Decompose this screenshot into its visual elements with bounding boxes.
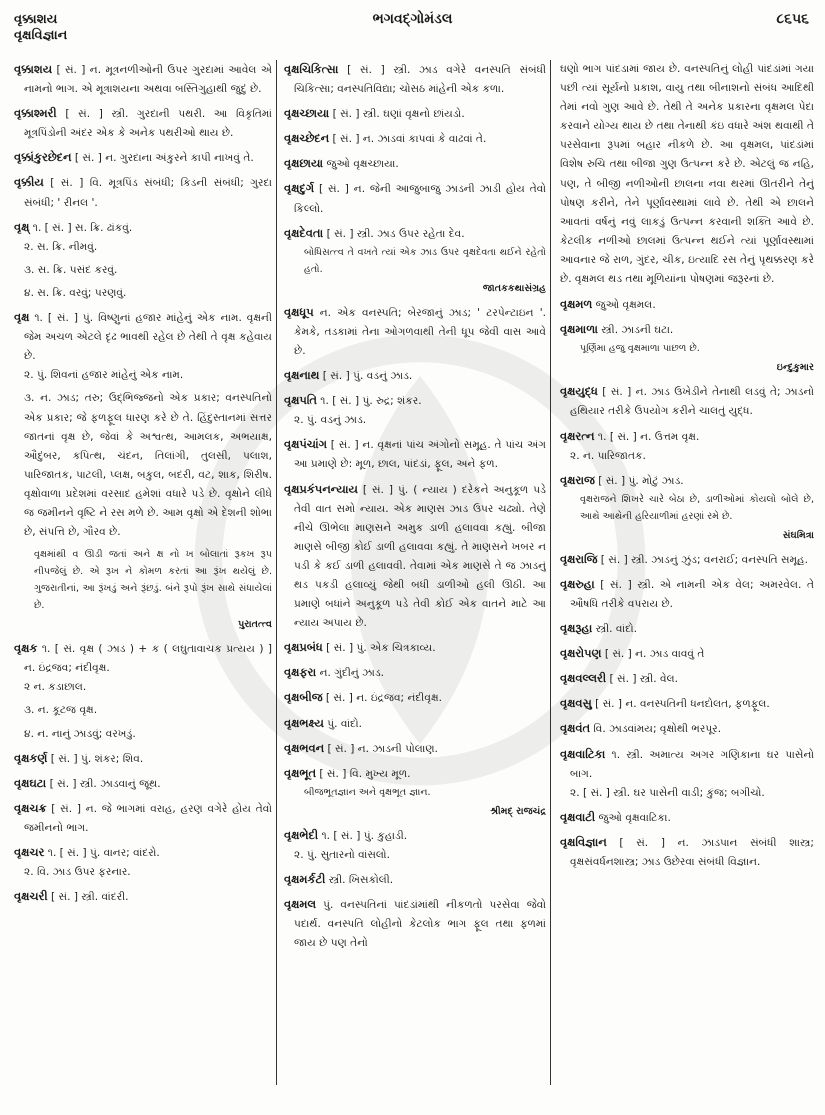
- entry-line: [560, 808, 814, 828]
- entry-line: [14, 218, 272, 238]
- headword: વૃક્ષભવન: [284, 740, 325, 755]
- sub-sense: ૨. પું. વડનું ઝાડ.: [294, 414, 367, 427]
- quote-source: શ્રીમદ્ રાજચંદ્ર: [490, 805, 546, 817]
- definition: [ સં. ] પું. મોટું ઝાડ.: [598, 474, 684, 487]
- dictionary-entry: [284, 154, 546, 174]
- definition: [ સં. ] ન. ઝાડ ઉખેડીને તેનાથી લડવું તે; ઝાડનો હથિયાર તરીકે ઉપયોગ કરીને ચાલતું યુદ્ધ.: [570, 386, 814, 418]
- definition: ૧. [ સં. વૃક્ષ ( ઝાડ ) + ક ( લઘુતાવાચક પ્રત્યય ) ] ન. ઇંદ્રજવ; નંદીવૃક્ષ.: [24, 643, 272, 675]
- sub-sense: ૩. સ. ક્રિ. પસંદ કરવું.: [24, 263, 118, 276]
- entry-line: [560, 320, 814, 340]
- entry-line: [284, 688, 546, 708]
- headword: વૃક્ષવલ્લરી: [560, 671, 607, 686]
- dictionary-entry: [284, 663, 546, 683]
- definition: [ સં. ] સ્ત્રી. ઝાડ ઉપર રહેતા દેવ.: [326, 227, 465, 240]
- dictionary-entry: [560, 719, 814, 739]
- dictionary-entry: [284, 714, 546, 734]
- usage-quote: વૃક્ષમાંથી વ ઊડી જતાં અને ક્ષ નો ખ બોલાતાં રૂકખ રૂપ નીપજેલું છે. એ રૂખ ને કોમળ કરતાં આ રૂંખ થયેલું છે. ગુજરાતીનાં, આ રૂંખડું અને રૂંછડું. બંને રૂપો રૂંખ સાથે સંધાયેલાં છે.: [34, 549, 272, 612]
- column-3: [560, 60, 814, 1090]
- usage-quote: બીજભૂતજ્ઞાન અને વૃક્ષભૂત જ્ઞાન.: [304, 786, 431, 798]
- dictionary-entry: [14, 639, 272, 743]
- sub-sense: ૩. ન. ઝાડ; તરુ; ઉદ્‌ભિજ્જનો એક પ્રકાર; વનસ્પતિનો એક પ્રકાર; જે ફળફૂલ ધારણ કરે છે તે. હિંદુસ્તાનમાં સત્તર જાતનાં વૃક્ષ છે, જેવાં કે અશ્વત્થ, આમલક, અભયાક્ષ, ઔદુંબર, કપિત્થ, ચંદન, તિલાંગી, તુલસી, પલાશ, પારિજાતક, પાટલી, પ્લક્ષ, બકુલ, બદરી, વટ, શાક, શિરીષ. વૃક્ષોવાળા પ્રદેશમાં વરસાદ હમેશાં વધારે પડે છે. વૃક્ષોને લીધે જ જમીનને વૃષ્ટિ ને રસ મળે છે. આમ વૃક્ષો એ દેશની શોભા છે, સંપત્તિ છે, ગૌરવ છે.: [24, 392, 272, 539]
- entry-line: [284, 895, 546, 953]
- quote-source: ઇન્દુકુમાર: [776, 362, 814, 374]
- headword: વૃક્કીય: [14, 175, 44, 190]
- dictionary-entry: [14, 60, 272, 99]
- dictionary-entry: [14, 749, 272, 769]
- headword: વૃક્ષક: [14, 641, 38, 656]
- entry-line: [284, 714, 546, 734]
- dictionary-entry: [284, 224, 546, 297]
- dictionary-entry: [284, 764, 546, 820]
- dictionary-title: ભગવદ્ગોમંડલ: [372, 11, 453, 27]
- dictionary-entry: [284, 688, 546, 708]
- page-number: ૮૬૫૬: [776, 11, 809, 27]
- dictionary-entry: [14, 843, 272, 882]
- definition: [ સં. ] ન. ગુરદાના અંકુરને કાપી નાખવું તે.: [74, 152, 254, 165]
- definition: [ સં. ] વિ. મૂત્રપિંડ સંબંધી; કિડની સંબંધી; ગુરદા સંબંધી; ' રીનલ '.: [24, 177, 272, 209]
- dictionary-entry: [560, 694, 814, 714]
- definition: [ સં. ] સ્ત્રી. ઘણાં વૃક્ષનો છાંયડો.: [332, 108, 465, 121]
- usage-quote: બોધિસત્ત્વ તે વખતે ત્યાં એક ઝાડ ઉપર વૃક્ષદેવતા થઈને રહેતો હતો.: [304, 246, 546, 275]
- entry-line: [14, 887, 272, 907]
- entry-line: [560, 833, 814, 872]
- definition: [ સં. ] ન. ઝાડની પોલાણ.: [327, 742, 438, 755]
- quote-source: સંઘમિત્રા: [782, 529, 814, 541]
- guide-word-first: વૃક્કાશય: [14, 12, 58, 27]
- dictionary-entry: [560, 644, 814, 664]
- headword: વૃક્ષરૂહા: [560, 621, 593, 636]
- headword: વૃક્ષચ્છેદન: [284, 131, 330, 146]
- dictionary-entry: [560, 833, 814, 872]
- headword: વૃક્કાશ્મરી: [14, 106, 57, 121]
- definition: સ્ત્રી. ખિસકોલી.: [328, 874, 394, 886]
- entry-line: [284, 129, 546, 149]
- entry-line: [560, 619, 814, 639]
- dictionary-entry: [284, 739, 546, 759]
- definition: [ સં. ] ન. ઇંદ્રજવ; નંદીવૃક્ષ.: [325, 692, 442, 705]
- sub-sense: ૩. ન. કૂટજ વૃક્ષ.: [24, 704, 98, 717]
- headword: વૃક્ષછાયા: [284, 156, 324, 171]
- headword: વૃક્ષચ્છાયા: [284, 106, 330, 121]
- headword: વૃક્ષકર્ણ: [14, 750, 48, 765]
- entry-line: [560, 295, 814, 315]
- usage-quote: પૂર્ણિમા હજુ વૃક્ષમાળા પાછળ છે.: [580, 343, 700, 355]
- definition: ૧. [ સં. ] પું. રુદ્ર; શંકર.: [320, 395, 422, 408]
- dictionary-entry: [560, 320, 814, 376]
- dictionary-entry: [560, 619, 814, 639]
- dictionary-entry: [284, 104, 546, 124]
- entry-line: [284, 870, 546, 890]
- entry-line: [284, 638, 546, 658]
- definition: ૧. [ સં. ] સ. ક્રિ. ઢાંકવું.: [32, 221, 133, 234]
- definition: જુઓ વૃક્ષવાટિકા.: [598, 811, 671, 824]
- sub-sense: ૨. વિ. ઝાડ ઉપર ફરનાર.: [24, 866, 131, 879]
- entry-line: [14, 799, 272, 838]
- entry-line: [14, 148, 272, 168]
- quote-source: જાતકકથાસંગ્રહ: [482, 282, 546, 294]
- sub-sense: ૨ ન. કડાછાલ.: [24, 681, 87, 694]
- dictionary-entry: [284, 435, 546, 474]
- entry-line: [560, 427, 814, 447]
- dictionary-entry: [284, 480, 546, 634]
- headword: વૃક્ષવિજ્ઞાન: [560, 834, 607, 849]
- dictionary-entry: [284, 129, 546, 149]
- headword: વૃક્ષ્: [14, 219, 30, 234]
- definition: [ સં. ] વિ. મુખ્ય મૂળ.: [319, 767, 411, 780]
- usage-quote: વૃક્ષરાજને શિખરે ચારે બેઠા છે, ડાળીઓમાં કોયલો બોલે છે, આથે આથેની હરિયાળીમાં હરણાં રમે છે.: [580, 493, 814, 522]
- entry-line: [284, 826, 546, 846]
- definition: ૧. [ સં. ] ન. ઉત્તમ વૃક્ષ.: [597, 430, 700, 443]
- entry-line: [14, 60, 272, 99]
- sub-sense: ૨. [ સં. ] સ્ત્રી. ઘર પાસેની વાડી; કુંજ; બગીચો.: [570, 786, 765, 799]
- entry-line: [14, 173, 272, 212]
- headword: વૃક્ષ: [14, 310, 30, 325]
- entry-line: [284, 303, 546, 361]
- dictionary-entry: [560, 471, 814, 544]
- headword: વૃક્ષફરા: [284, 665, 317, 680]
- headword: વૃક્ષરાજ: [560, 472, 595, 487]
- sub-sense: ૨. ન. પારિજાતક.: [570, 449, 646, 462]
- headword: વૃક્ષરુહા: [560, 576, 595, 591]
- entry-line: [284, 154, 546, 174]
- definition: [ સં. ] ન. ઝાડપાન સંબંધી શાસ્ત્ર; વૃક્ષસંવર્ધનશાસ્ત્ર; ઝાડ ઉછેરવા સંબંધી વિજ્ઞાન.: [570, 836, 814, 868]
- entry-line: [284, 104, 546, 124]
- headword: વૃક્ષધૂપ: [284, 304, 314, 319]
- definition: [ સં. ] ન. જેની આજુબાજુ ઝાડની ઝાડી હોય તેવો કિલ્લો.: [294, 183, 546, 215]
- headword: વૃક્ષમળ: [560, 297, 593, 312]
- entry-line: [284, 366, 546, 386]
- entry-line: [284, 764, 546, 784]
- definition: ૧. સ્ત્રી. અમાત્ય અગર ગણિકાના ઘર પાસેનો બાગ.: [570, 748, 814, 780]
- definition: ન. ગુંદીનું ઝાડ.: [319, 667, 385, 680]
- entry-line: [284, 391, 546, 411]
- definition: [ સં. ] સ્ત્રી. ઝાડવાનું જૂથ.: [49, 777, 161, 790]
- definition: ૧. [ સં. ] પું. કુહાડી.: [321, 829, 408, 842]
- entry-line: [14, 843, 272, 863]
- column-divider: [276, 60, 277, 1085]
- entry-line: [560, 382, 814, 421]
- dictionary-entry: [14, 774, 272, 794]
- sub-sense: ૪. ન. નાનું ઝાડવું; વરખડું.: [24, 727, 136, 740]
- headword: વૃક્ષચિકિત્સા: [284, 62, 339, 76]
- entry-line: [14, 749, 272, 769]
- headword: વૃક્ષચક્ર: [14, 800, 47, 815]
- headword: વૃક્ષપ્રબંધ: [284, 640, 323, 655]
- dictionary-entry: [284, 391, 546, 430]
- dictionary-entry: [284, 895, 546, 953]
- dictionary-entry: [284, 826, 546, 865]
- definition: [ સં. ] પું. ( ન્યાય ) દરેકને અનુકૂળ પડે તેવી વાત સમો ન્યાય. એક માણસ ઝાડ ઉપર ચઢ્યો. તેણે નીચે ઊભેલા માણસને અમુક ડાળી હલાવવા કહ્યું. બીજા માણસે બીજી કોઈ ડાળી હલાવવા કહ્યું. તે માણસને ખબર ન પડી કે કઈ ડાળી હલાવવી. તેવામાં એક માણસે તે જ ઝાડનું થડ પકડી હલાવ્યું જેથી બધી ડાળીઓ હલી ઊઠી. આ પ્રમાણે બધાંને અનુકૂળ પડે તેવી કોઈ એક વાતને માટે આ ન્યાય અપાય છે.: [294, 483, 546, 630]
- entry-line: [560, 575, 814, 614]
- entry-line: [284, 224, 546, 244]
- definition: [ સં. ] સ્ત્રી. વેલ.: [609, 673, 679, 686]
- continued-definition: ઘણો ભાગ પાંદડામાં જાય છે. વનસ્પતિનું લોહી પાંદડાંમાં ગયા પછી ત્યાં સૂર્યનો પ્રકાશ, વાયુ તથા બીનાશનો સંબંધ આદિથી તેમાં નવો ગુણ આવે છે. તેથી તે અનેક પ્રકારના વૃક્ષમલ પેદા કરવાને યોગ્ય થાય છે તથા તેનાથી કંઇ વધારે અંશ થવાથી તે પરસેવાના રૂપમાં બહાર નીકળે છે. આ વૃક્ષમલ, પાંદડાંમાં વિશેષ રુચિ તથા બીજા ગુણ ઉત્પન્ન કરે છે. એટલું જ નહિ, પણ, તે બીજી નળીઓની છાલના નવા થરમાં ઊતરીને તેનું પોષણ કરીને, તેને પૂર્ણાવસ્થામાં લાવે છે. તેથી એ છાલને આવતાં વર્ષનું નવું લાકડું ઉત્પન્ન કરવાની શક્તિ આવે છે. કેટલીક નળીઓ છાલમાં ઉત્પન્ન થઈને ત્યાં પૂર્ણાવસ્થામાં આવનાર જે રાળ, ગુંદર, ચીક, ઇત્યાદિ રસ તેનું પૃથક્કરણ કરે છે. વૃક્ષમલ થડ તથા મૂળિયાંના પોષણમાં જરૂરનાં છે.: [560, 63, 814, 286]
- headword: વૃક્ષચર: [14, 845, 45, 859]
- dictionary-entry: [14, 308, 272, 633]
- entry-line: [560, 745, 814, 784]
- definition: [ સં. ] ન. ઝાડવાં કાપવાં કે વાઢવાં તે.: [332, 133, 487, 146]
- headword: વૃક્ષનાથ: [284, 368, 320, 383]
- sub-sense: ૨. પું. સુતારનો વાંસલો.: [294, 848, 390, 861]
- dictionary-entry: [560, 575, 814, 614]
- headword: વૃક્ષભક્ષ્ય: [284, 715, 324, 730]
- headword: વૃક્ષમાળા: [560, 322, 598, 337]
- entry-line: [284, 179, 546, 218]
- headword: વૃક્ષવસુ: [560, 696, 592, 711]
- entry-line: [560, 719, 814, 739]
- entry-line: [284, 663, 546, 683]
- entry-line: [560, 644, 814, 664]
- entry-line: [560, 550, 814, 570]
- entry-line: [560, 694, 814, 714]
- headword: વૃક્ષરાજિ: [560, 551, 598, 566]
- definition: [ સં. ] સ્ત્રી. ઝાડ વગેરે વનસ્પતિ સંબંધી ચિકિત્સા; વનસ્પતિવિદ્યા; ચોસઠ માંહેની એક કળા.: [294, 64, 546, 96]
- sub-sense: ૨. પું. શિવનાં હજાર માંહેનું એક નામ.: [24, 369, 184, 382]
- definition: [ સં. ] સ્ત્રી. ગુરદાની પથરી. આ વિકૃતિમાં મૂત્રપિંડોની અંદર એક કે અનેક પથરીઓ થાય છે.: [24, 108, 272, 140]
- dictionary-entry: [560, 669, 814, 689]
- entry-line: [14, 308, 272, 366]
- entry-line: [284, 480, 546, 634]
- definition: પું. વનસ્પતિનાં પાંદડાંમાંથી નીકળતો પરસેવા જેવો પદાર્થ. વનસ્પતિ લોહીનો કેટલોક ભાગ ફૂલ તથા ફળમાં જાય છે પણ તેનો: [294, 899, 546, 950]
- definition: [ સં. ] પું. વડનું ઝાડ.: [322, 370, 413, 383]
- headword: વૃક્ષવંત: [560, 721, 591, 736]
- headword: વૃક્ષબીજ: [284, 690, 323, 705]
- definition: [ સં. ] ન. મૂત્રનળીઓની ઉપર ગુરદામાં આવેલ એ નામનો ભાગ. એ મૂત્રાશયના અથવા બસ્તિગુહાથી જુદું છે.: [24, 64, 272, 96]
- dictionary-entry: [14, 148, 272, 168]
- headword: વૃક્ષપંચાંગ: [284, 437, 327, 452]
- quote-source: પુરાતત્ત્વ: [238, 619, 272, 631]
- page-header: [0, 0, 825, 56]
- entry-line: [14, 774, 272, 794]
- headword: વૃક્ષભેદી: [284, 827, 319, 842]
- sub-sense: ૪. સ. ક્રિ. વરવું; પરણવું.: [24, 286, 127, 299]
- headword: વૃક્કાશય: [14, 62, 53, 76]
- dictionary-entry: [14, 799, 272, 838]
- dictionary-entry: [284, 870, 546, 890]
- headword: વૃક્ષવાટી: [560, 809, 596, 824]
- definition: [ સં. ] ન. વનસ્પતિની ધનદોલત, ફળફૂલ.: [595, 698, 770, 711]
- headword: વૃક્ષપ્રકંપનન્યાય: [284, 481, 358, 496]
- headword: વૃક્ષભૂત: [284, 765, 317, 780]
- dictionary-entry: [284, 303, 546, 361]
- guide-word-last: વૃક્ષવિજ્ઞાન: [14, 28, 68, 43]
- dictionary-entry: [14, 104, 272, 143]
- headword: વૃક્ષપતિ: [284, 393, 317, 408]
- headword: વૃક્ષમલ: [284, 897, 317, 912]
- headword: વૃક્ષદુર્ગ: [284, 181, 315, 196]
- dictionary-entry: [14, 887, 272, 907]
- dictionary-entry: [284, 179, 546, 218]
- dictionary-entry: [284, 366, 546, 386]
- sub-sense: ૨. સ. ક્રિ. નીમવું.: [24, 240, 98, 253]
- headword: વૃક્ષયુદ્ધ: [560, 384, 598, 399]
- column-2: [284, 60, 546, 1090]
- headword: વૃક્ષચરી: [14, 889, 48, 904]
- definition: ન. એક વનસ્પતિ; બેરજાનું ઝાડ; ' ટરપેન્ટાઇન '. કેમકે, તડકામાં તેના ઓગળવાથી તેની ધૂપ જેવી વાસ આવે છે.: [294, 306, 546, 357]
- dictionary-entry: [284, 638, 546, 658]
- headword: વૃક્ષરોપણ: [560, 646, 602, 661]
- entry-line: [284, 60, 546, 99]
- definition: [ સં. ] ન. ઝાડ વાવવું તે: [604, 648, 705, 661]
- definition: સ્ત્રી. વાંદો.: [595, 623, 638, 636]
- headword: વૃક્ષદેવતા: [284, 225, 324, 240]
- definition: [ સં. ] સ્ત્રી. ઝાડનું ઝુંડ; વનરાઈ; વનસ્પતિ સમૂહ.: [600, 553, 808, 566]
- headword: વૃક્કાંકુરછેદન: [14, 150, 72, 165]
- entry-line: [560, 669, 814, 689]
- definition: ૧. [ સં. ] પું. વાનર; વાંદરો.: [47, 847, 160, 859]
- entry-line: [560, 471, 814, 491]
- definition: જુઓ વૃક્ષચ્છાયા.: [326, 158, 399, 171]
- dictionary-entry: [560, 295, 814, 315]
- column-divider: [550, 60, 551, 1085]
- entry-line: [284, 435, 546, 474]
- definition: [ સં. ] ન. વૃક્ષનાં પાંચ અંગોનો સમૂહ. તે પાંચ અંગ આ પ્રમાણે છે: મૂળ, છાલ, પાંદડાં, ફૂલ, અને ફળ.: [294, 439, 546, 471]
- definition: [ સં. ] પું. શંકર; શિવ.: [50, 752, 144, 765]
- definition: વિ. ઝાડવાંમય; વૃક્ષોથી ભરપૂર.: [593, 723, 722, 736]
- definition: ૧. [ સં. ] પું. વિષ્ણુનાં હજાર માંહેનું એક નામ. વૃક્ષની જેમ અચળ એટલે દૃઢ ભાવથી રહેલ છે તેથી તે વૃક્ષ કહેવાય છે.: [24, 312, 272, 363]
- dictionary-entry: [560, 382, 814, 421]
- dictionary-entry: [284, 60, 546, 99]
- dictionary-entry: [560, 427, 814, 466]
- definition: [ સં. ] સ્ત્રી. એ નામની એક વેલ; અમરવેલ. તે ઔષધિ તરીકે વપરાય છે.: [570, 578, 814, 610]
- dictionary-entry: [560, 550, 814, 570]
- headword: વૃક્ષરત્ન: [560, 428, 595, 443]
- dictionary-entry: [560, 745, 814, 803]
- dictionary-entry: [14, 218, 272, 303]
- definition: [ સં. ] સ્ત્રી. વાંદરી.: [51, 891, 129, 904]
- definition: પું. વાંદો.: [327, 717, 362, 730]
- headword: વૃક્ષવાટિકા: [560, 746, 606, 761]
- dictionary-entry: [560, 808, 814, 828]
- definition: [ સં. ] ન. જે ભાગમાં વરાહ, હરણ વગેરે હોય તેવો જમીનનો ભાગ.: [24, 802, 272, 834]
- definition: [ સં. ] પું. એક ચિત્રકાવ્ય.: [326, 642, 436, 655]
- entry-line: [14, 104, 272, 143]
- headword: વૃક્ષઘટા: [14, 775, 47, 790]
- definition: જુઓ વૃક્ષમલ.: [595, 299, 656, 312]
- entry-line: [284, 739, 546, 759]
- definition: સ્ત્રી. ઝાડની ઘટા.: [601, 324, 674, 337]
- entry-line: [14, 639, 272, 678]
- headword: વૃક્ષમર્કટી: [284, 872, 326, 886]
- dictionary-entry: [14, 173, 272, 212]
- column-1: [14, 60, 272, 1090]
